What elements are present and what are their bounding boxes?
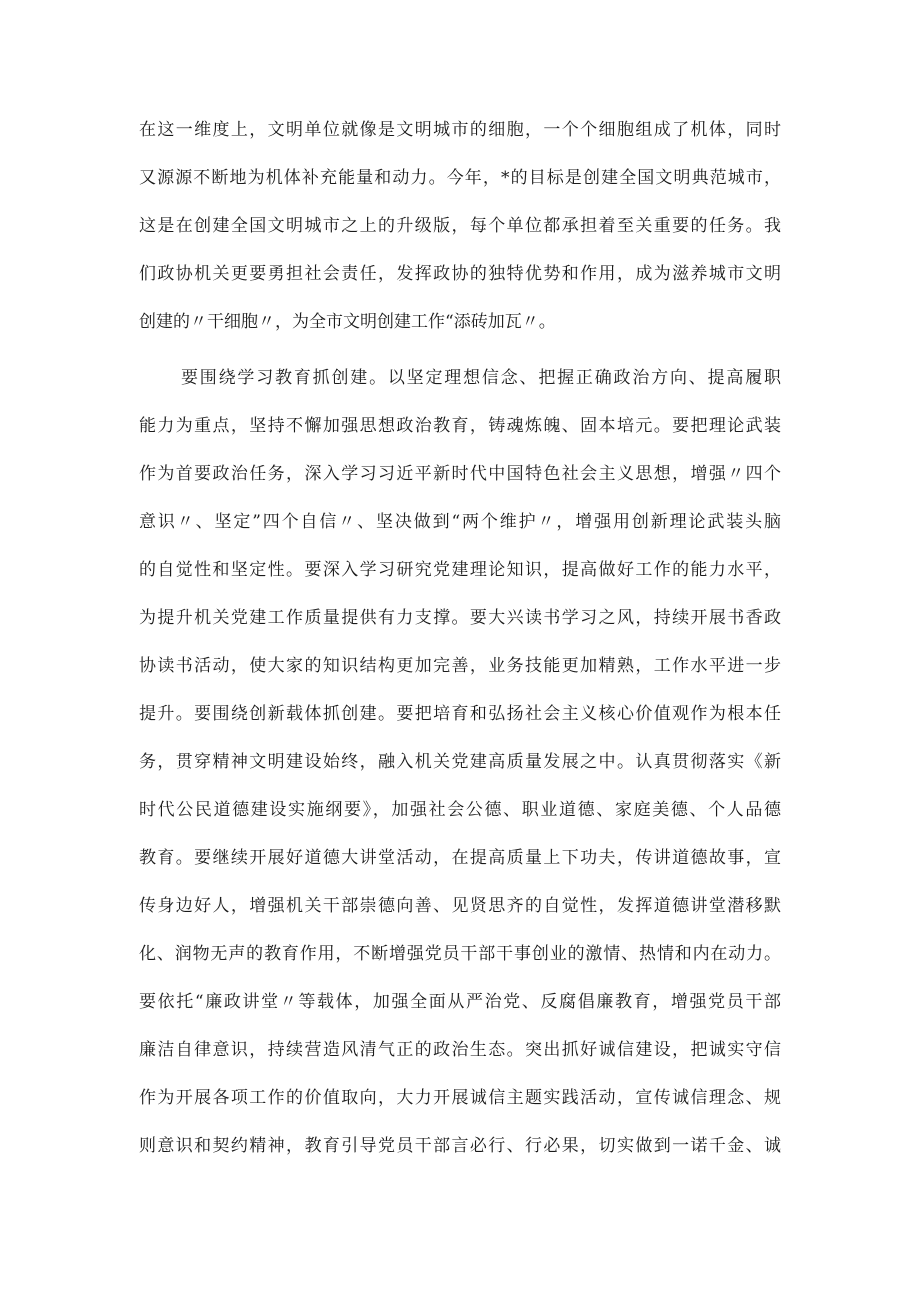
- paragraph-2-line-15: 廉洁自律意识，持续营造风清气正的政治生态。突出抓好诚信建设，把诚实守信: [139, 1040, 781, 1060]
- paragraph-2-line-6: 为提升机关党建工作质量提供有力支撑。要大兴读书学习之风，持续开展书香政: [139, 608, 781, 628]
- paragraph-2-line-13: 化、润物无声的教育作用，不断增强党员干部干事创业的激情、热情和内在动力。: [139, 944, 781, 964]
- paragraph-2-line-1: 要围绕学习教育抓创建。以坚定理想信念、把握正确政治方向、提高履职: [181, 368, 781, 388]
- paragraph-2-line-10: 时代公民道德建设实施纲要》，加强社会公德、职业道德、家庭美德、个人品德: [139, 800, 781, 820]
- paragraph-2-line-7: 协读书活动，使大家的知识结构更加完善，业务技能更加精熟，工作水平进一步: [139, 656, 781, 676]
- paragraph-2-line-12: 传身边好人，增强机关干部崇德向善、见贤思齐的自觉性，发挥道德讲堂潜移默: [139, 896, 781, 916]
- paragraph-1-line-4: 们政协机关更要勇担社会责任，发挥政协的独特优势和作用，成为滋养城市文明: [139, 264, 781, 284]
- paragraph-2-line-14: 要依托“廉政讲堂〃等载体，加强全面从严治党、反腐倡廉教育，增强党员干部: [139, 992, 781, 1012]
- paragraph-2-line-16: 作为开展各项工作的价值取向，大力开展诚信主题实践活动，宣传诚信理念、规: [139, 1088, 781, 1108]
- paragraph-2-line-4: 意识〃、坚定”四个自信〃、坚决做到“两个维护〃，增强用创新理论武装头脑: [139, 512, 781, 532]
- paragraph-2-line-8: 提升。要围绕创新载体抓创建。要把培育和弘扬社会主义核心价值观作为根本任: [139, 704, 781, 724]
- paragraph-2-line-11: 教育。要继续开展好道德大讲堂活动，在提高质量上下功夫，传讲道德故事，宣: [139, 848, 781, 868]
- paragraph-1-line-2: 又源源不断地为机体补充能量和动力。今年，*的目标是创建全国文明典范城市，: [139, 168, 781, 188]
- paragraph-2-line-9: 务，贯穿精神文明建设始终，融入机关党建高质量发展之中。认真贯彻落实《新: [139, 752, 781, 772]
- paragraph-1-line-1: 在这一维度上，文明单位就像是文明城市的细胞，一个个细胞组成了机体，同时: [139, 120, 781, 140]
- paragraph-2-line-5: 的自觉性和坚定性。要深入学习研究党建理论知识，提高做好工作的能力水平，: [139, 560, 781, 580]
- paragraph-2-line-17: 则意识和契约精神，教育引导党员干部言必行、行必果，切实做到一诺千金、诚: [139, 1136, 781, 1156]
- paragraph-1-line-5: 创建的〃干细胞〃，为全市文明创建工作“添砖加瓦〃。: [139, 312, 556, 332]
- paragraph-2-line-2: 能力为重点，坚持不懈加强思想政治教育，铸魂炼魄、固本培元。要把理论武装: [139, 416, 781, 436]
- paragraph-1-line-3: 这是在创建全国文明城市之上的升级版，每个单位都承担着至关重要的任务。我: [139, 216, 781, 236]
- paragraph-2-line-3: 作为首要政治任务，深入学习习近平新时代中国特色社会主义思想，增强〃四个: [139, 464, 781, 484]
